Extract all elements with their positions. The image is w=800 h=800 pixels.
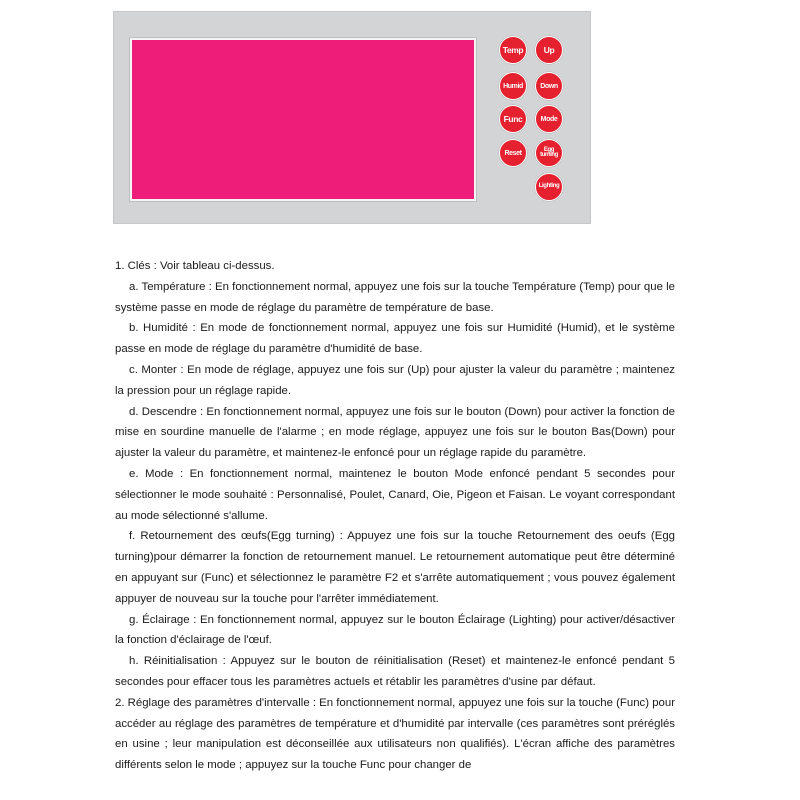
display-screen xyxy=(130,38,476,201)
mode-button[interactable] xyxy=(535,105,563,133)
up-button[interactable] xyxy=(535,36,563,64)
humid-button[interactable] xyxy=(499,72,527,100)
egg-turning-button[interactable] xyxy=(535,139,563,167)
section-1-heading: 1. Clés : Voir tableau ci-dessus. xyxy=(115,260,275,272)
down-button[interactable] xyxy=(535,72,563,100)
item-d-down: d. Descendre : En fonctionnement normal, appuyez une fois sur le bouton (Down) pour activer la fonction de mise en sourdine manuelle de l'alarme ; en mode réglage, appuyez une fois sur le bouton Bas(Down) pour ajuster la valeur du paramètre, et maintenez-le enfoncé pour un réglage rapide du paramètre. xyxy=(115,405,675,460)
item-e-mode: e. Mode : En fonctionnement normal, maintenez le bouton Mode enfoncé pendant 5 secondes pour sélectionner le mode souhaité : Personnalisé, Poulet, Canard, Oie, Pigeon et Faisan. Le voyant correspondant au mode sélectionné s'allume. xyxy=(115,467,675,522)
mode-button-label: Mode xyxy=(540,115,558,123)
item-b-humidity: b. Humidité : En mode de fonctionnement normal, appuyez une fois sur Humidité (Humid), et le système passe en mode de réglage du paramètre d'humidité de base. xyxy=(115,322,675,356)
temp-button-label: Temp xyxy=(502,44,524,55)
manual-text xyxy=(115,256,675,776)
reset-button[interactable] xyxy=(499,139,527,167)
section-2-interval-settings: 2. Réglage des paramètres d'intervalle : En fonctionnement normal, appuyez une fois sur la touche (Func) pour accéder au réglage des paramètres de température et d'humidité par intervalle (ces paramètres sont préréglés en usine ; leur manipulation est déconseillée aux utilisateurs non qualifiés). L'écran affiche des paramètres différents selon le mode ; appuyez sur la touche Func pour changer de xyxy=(115,696,675,772)
temp-button[interactable] xyxy=(499,36,527,64)
humid-button-label: Humid xyxy=(503,82,523,90)
lighting-button-label: Lighting xyxy=(538,183,560,190)
control-panel xyxy=(113,11,591,224)
item-g-lighting: g. Éclairage : En fonctionnement normal, appuyez sur le bouton Éclairage (Lighting) pour activer/désactiver la fonction d'éclairage de l'œuf. xyxy=(115,613,675,647)
func-button[interactable] xyxy=(499,105,527,133)
down-button-label: Down xyxy=(540,82,558,90)
item-c-up: c. Monter : En mode de réglage, appuyez une fois sur (Up) pour ajuster la valeur du paramètre ; maintenez la pression pour un réglage rapide. xyxy=(115,363,675,397)
up-button-label: Up xyxy=(543,44,555,55)
egg-turning-label-line1: Egg xyxy=(543,146,555,153)
lighting-button[interactable] xyxy=(535,173,563,201)
func-button-label: Func xyxy=(503,113,523,124)
reset-button-label: Reset xyxy=(504,149,522,157)
item-h-reset: h. Réinitialisation : Appuyez sur le bouton de réinitialisation (Reset) et maintenez-le enfoncé pendant 5 secondes pour effacer tous les paramètres actuels et rétablir les paramètres d'usine par défaut. xyxy=(115,655,675,688)
egg-turning-label-line2: turning xyxy=(540,152,558,158)
item-f-egg-turning: f. Retournement des œufs(Egg turning) : Appuyez une fois sur la touche Retournement des oeufs (Egg turning)pour démarrer la fonction de retournement manuel. Le retournement automatique peut être déterminé en appuyant sur (Func) et sélectionnez le paramètre F2 et s'arrête automatiquement ; vous pouvez également appuyer de nouveau sur la touche pour l'arrêter immédiatement. xyxy=(115,530,675,605)
item-a-temperature: a. Température : En fonctionnement normal, appuyez une fois sur la touche Température (Temp) pour que le système passe en mode de réglage du paramètre de température de base. xyxy=(115,280,675,314)
